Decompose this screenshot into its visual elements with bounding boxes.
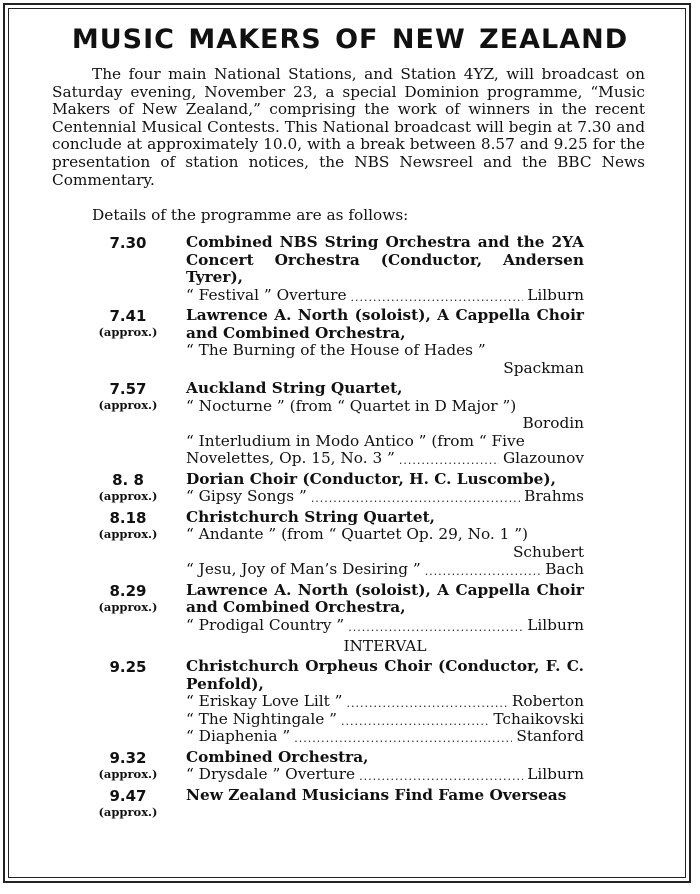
approx-label: (approx.): [98, 804, 158, 819]
programme-list: [88, 233, 588, 819]
composer-name: Tchaikovski: [493, 709, 584, 728]
dot-leader: [351, 289, 524, 307]
dot-leader: [347, 695, 508, 713]
approx-label: (approx.): [98, 599, 158, 614]
entry-content: [186, 307, 584, 377]
work-line: [186, 287, 584, 305]
entry-content: [186, 787, 584, 805]
entry-content: [186, 749, 584, 784]
approx-label: (approx.): [98, 526, 158, 541]
dot-leader: [294, 730, 512, 748]
dot-leader: [341, 713, 489, 731]
performer-name: Auckland String Quartet,: [186, 379, 403, 397]
programme-entry: [88, 380, 588, 468]
entry-time: 7.41: [109, 307, 147, 325]
time-column: [88, 234, 168, 252]
work-block: [186, 526, 584, 561]
interval-label: INTERVAL: [343, 637, 427, 655]
composer-name: Schubert: [512, 542, 584, 561]
composer-name: Spackman: [503, 358, 584, 377]
work-block: [186, 398, 584, 433]
composer-name: Glazounov: [502, 449, 584, 467]
work-title: “ Nocturne ” (from “ Quartet in D Major ”): [186, 396, 517, 415]
work-title: “ Drysdale ” Overture: [186, 765, 356, 783]
intro-paragraph: The four main National Stations, and Station 4YZ, will broadcast on Saturday evening, November 23, a special Dominion programme, “Music Makers of New Zealand,” comprising the work of winners in the recent Centennial Musical Contests. This National broadcast will begin at 7.30 and conclude at approximately 10.0, with a break between 8.57 and 9.25 for the presentation of station notices, the NBS Newsreel and the BBC News Commentary.: [52, 65, 645, 189]
time-column: [88, 787, 168, 819]
performer-name: Combined NBS String Orchestra and the 2YA Concert Orchestra (Conductor, Andersen Tyrer),: [186, 233, 584, 286]
approx-label: (approx.): [98, 488, 158, 503]
work-title: “ Andante ” (from “ Quartet Op. 29, No. 1 ”): [186, 525, 529, 543]
dot-leader: [399, 452, 499, 470]
dot-leader: [425, 563, 542, 581]
page-title: MUSIC MAKERS OF NEW ZEALAND: [71, 24, 629, 55]
work-line: [186, 561, 584, 579]
work-title: “ The Nightingale ”: [186, 709, 338, 728]
entry-time: 9.32: [109, 748, 147, 767]
work-title: “ Festival ” Overture: [186, 285, 347, 304]
time-column: [88, 509, 168, 541]
time-column: [88, 307, 168, 339]
entry-content: [186, 658, 584, 746]
composer-name: Borodin: [522, 414, 584, 432]
programme-entry: [88, 582, 588, 635]
entry-content: [186, 509, 584, 579]
details-heading: Details of the programme are as follows:: [92, 206, 409, 224]
time-column: [88, 658, 168, 676]
time-column: [88, 380, 168, 412]
work-title: Novelettes, Op. 15, No. 3 ”: [186, 449, 395, 467]
dot-leader: [348, 619, 523, 637]
composer-name: Lilburn: [527, 615, 584, 634]
performer-name: New Zealand Musicians Find Fame Overseas: [186, 785, 567, 804]
work-title: “ Jesu, Joy of Man’s Desiring ”: [186, 560, 421, 578]
entry-time: 8. 8: [112, 470, 144, 489]
composer-name: Stanford: [516, 727, 584, 745]
performer-name: Combined Orchestra,: [186, 747, 369, 766]
programme-entry: [88, 658, 588, 746]
work-title: “ Prodigal Country ”: [186, 615, 345, 634]
work-line: [186, 450, 584, 468]
entry-time: 7.30: [109, 234, 147, 252]
entry-time: 9.25: [109, 658, 147, 676]
work-line: [186, 488, 584, 506]
work-title: “ Diaphenia ”: [186, 727, 291, 745]
performer-name: Christchurch Orpheus Choir (Conductor, F. C. Penfold),: [186, 657, 584, 693]
work-title: “ Gipsy Songs ”: [186, 487, 307, 505]
dot-leader: [359, 768, 523, 786]
programme-entry: [88, 785, 588, 819]
entry-content: [186, 471, 584, 506]
composer-name: Lilburn: [527, 765, 584, 783]
composer-name: Roberton: [511, 692, 584, 710]
programme-entry: [88, 307, 588, 377]
performer-name: Lawrence A. North (soloist), A Cappella Choir and Combined Orchestra,: [186, 580, 584, 616]
entry-content: [186, 582, 584, 635]
programme-entry: [88, 471, 588, 506]
work-line: [186, 617, 584, 635]
programme-entry: [88, 509, 588, 579]
work-line: [186, 766, 584, 784]
entry-time: 8.29: [109, 581, 147, 600]
work-title: “ The Burning of the House of Hades ”: [186, 341, 486, 359]
programme-entry: [88, 234, 588, 304]
programme-entry: [88, 749, 588, 784]
entry-content: [186, 380, 584, 468]
work-title-part: “ Interludium in Modo Antico ” (from “ Five: [186, 431, 525, 450]
approx-label: (approx.): [98, 325, 158, 339]
approx-label: (approx.): [98, 766, 158, 781]
entry-content: [186, 234, 584, 304]
entry-time: 7.57: [109, 380, 147, 398]
time-column: [88, 749, 168, 781]
composer-name: Brahms: [524, 487, 584, 505]
entry-time: 9.47: [109, 786, 147, 805]
performer-name: Dorian Choir (Conductor, H. C. Luscombe),: [186, 469, 556, 488]
performer-name: Lawrence A. North (soloist), A Cappella Choir and Combined Orchestra,: [186, 306, 584, 342]
time-column: [88, 471, 168, 503]
entry-time: 8.18: [109, 508, 147, 527]
composer-name: Bach: [545, 560, 584, 578]
approx-label: (approx.): [98, 398, 158, 412]
dot-leader: [311, 490, 520, 508]
work-line: [186, 711, 584, 729]
work-title: “ Eriskay Love Lilt ”: [186, 692, 343, 710]
work-line: [186, 728, 584, 746]
work-line: [186, 693, 584, 711]
time-column: [88, 582, 168, 614]
performer-name: Christchurch String Quartet,: [186, 507, 435, 526]
work-block: [186, 342, 584, 377]
composer-name: Lilburn: [527, 285, 584, 304]
